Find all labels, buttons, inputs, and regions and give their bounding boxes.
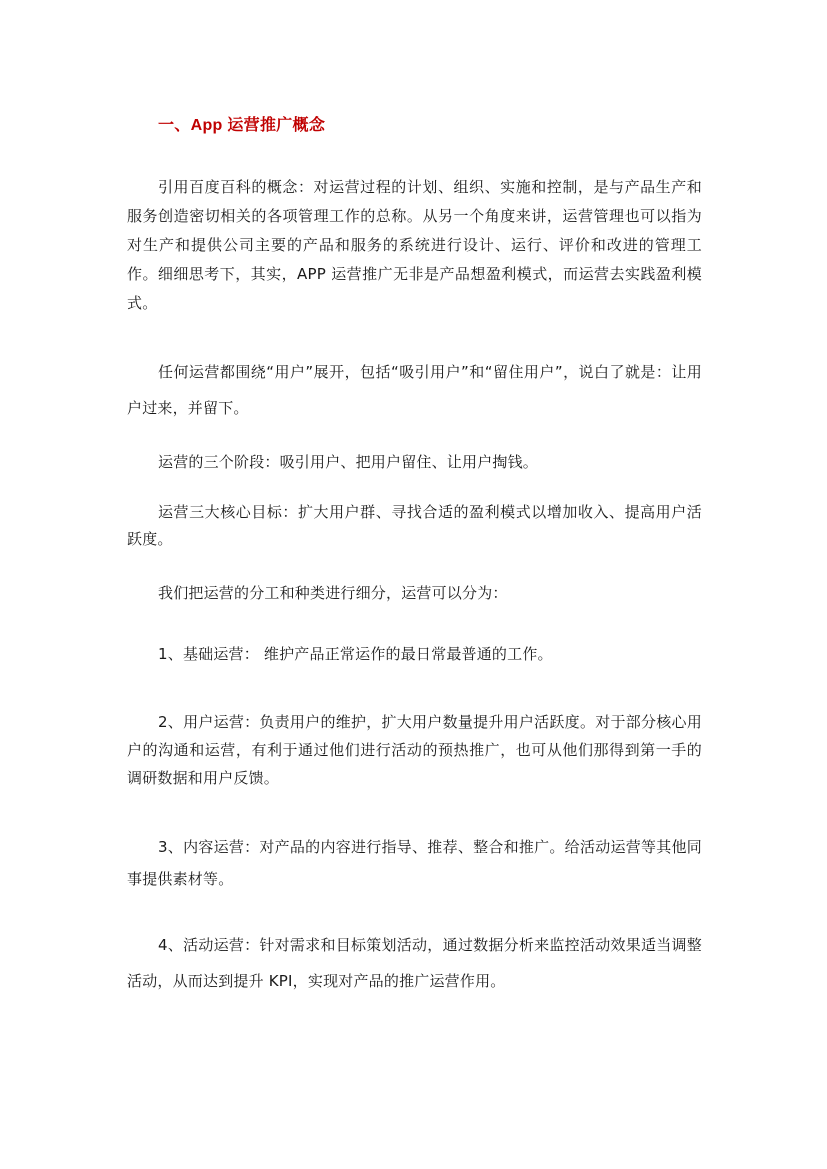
intro-paragraph: 引用百度百科的概念：对运营过程的计划、组织、实施和控制，是与产品生产和服务创造密切相关的各项管理工作的总称。从另一个角度来讲，运营管理也可以指为对生产和提供公司主要的产品和服务的系统进行设计、运行、评价和改进的管理工作。细细思考下，其实，APP 运营推广无非是产品想盈利模式，而运营去实践盈利模式。 (127, 178, 702, 312)
division-paragraph: 我们把运营的分工和种类进行细分，运营可以分为： (158, 584, 508, 602)
list-item-user-operations: 2、用户运营：负责用户的维护，扩大用户数量提升用户活跃度。对于部分核心用户的沟通和运营，有利于通过他们进行活动的预热推广，也可从他们那得到第一手的调研数据和用户反馈。 (127, 713, 702, 787)
section-heading: 一、App 运营推广概念 (158, 117, 326, 134)
stages-paragraph: 运营的三个阶段：吸引用户、把用户留住、让用户掏钱。 (158, 453, 539, 471)
users-paragraph: 任何运营都围绕“用户”展开，包括“吸引用户”和“留住用户”，说白了就是：让用户过来，并留下。 (127, 363, 702, 417)
goals-paragraph: 运营三大核心目标：扩大用户群、寻找合适的盈利模式以增加收入、提高用户活跃度。 (127, 503, 702, 548)
list-item-basic-operations: 1、基础运营： 维护产品正常运作的最日常最普通的工作。 (158, 645, 553, 663)
list-item-content-operations: 3、内容运营：对产品的内容进行指导、推荐、整合和推广。给活动运营等其他同事提供素材等。 (127, 838, 702, 888)
list-item-event-operations: 4、活动运营：针对需求和目标策划活动，通过数据分析来监控活动效果适当调整活动，从而达到提升 KPI，实现对产品的推广运营作用。 (127, 936, 702, 990)
